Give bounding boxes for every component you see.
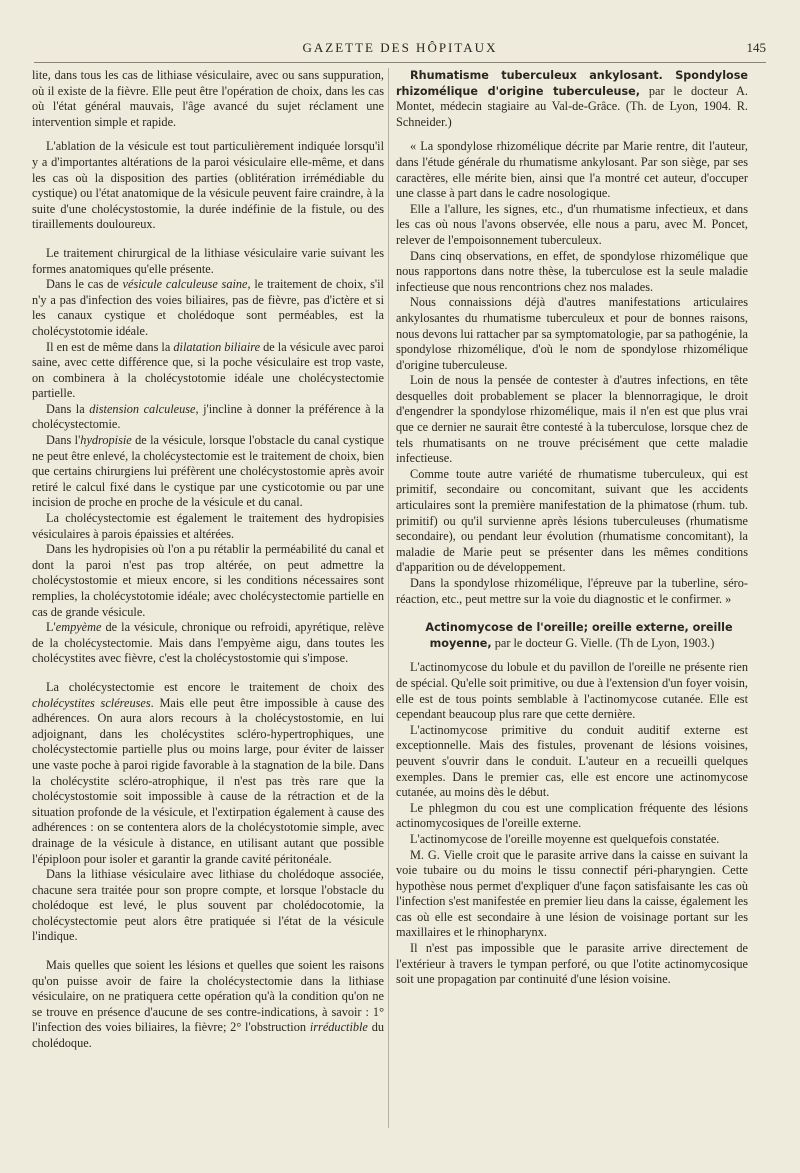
paragraph: Comme toute autre variété de rhumatisme tuberculeux, qui est primitif, secondaire ou concomitant, suivant que les accidents articulaires sont la première manifestation de la phimatose (rhum. tub. primitif) ou qu'il survienne après lésions tuberculeuses (rhumatisme secondaire), ou pendant leur évolution (rhumatisme concomitant), la maladie de Marie peut se présenter dans les mêmes conditions d'apparition ou de développement. [396,466,748,575]
paragraph: Dans la distension calculeuse, j'incline à donner la préférence à la cholécystectomie. [32,401,385,432]
header-rule [34,62,766,63]
entry-byline: par le docteur G. Vielle. (Th de Lyon, 1903.) [491,635,715,650]
entry-byline: par le docteur A. Montet, médecin stagiaire au Val-de-Grâce. (Th. de Lyon, 1904. R. Schneider.) [396,83,748,129]
paragraph: Dans le cas de vésicule calculeuse saine, le traitement de choix, s'il n'y a pas d'infection des voies biliaires, pas de fièvre, pas d'ictère et si les canaux cystique et cholédoque sont perméables, est la cholécystotomie idéale. [32,277,384,338]
right-column [396,68,748,988]
paragraph: Le traitement chirurgical de la lithiase vésiculaire varie suivant les formes anatomiques qu'elle présente. [32,245,384,276]
paragraph: Loin de nous la pensée de contester à d'autres infections, en tête desquelles doit probablement se placer la blennorragique, le droit d'engendrer la spondylose rhizomélique, mais il n'en est que plus vrai que ce dernier ne saurait être contesté à la tuberculose, lorsque chez de tels rhumatisants on ne trouve précisément que cette maladie infectieuse. [396,373,748,466]
paragraph: Il en est de même dans la dilatation biliaire de la vésicule avec paroi saine, avec cette différence que, si la poche vésiculaire est trop vaste, on combinera à la cholécystotomie idéale une cholécystectomie partielle. [32,339,384,401]
paragraph: Elle a l'allure, les signes, etc., d'un rhumatisme infectieux, et dans les cas où nous l'avons observée, elle nous a paru, avec M. Poncet, relever de l'empoisonnement tuberculeux. [396,201,748,247]
column-divider [388,68,389,1128]
paragraph: L'actinomycose du lobule et du pavillon de l'oreille ne présente rien de spécial. Qu'elle soit primitive, ou due à l'extension d'un foyer voisin, elle est de tous points semblable à l'actinomycose cutanée. Elle est cependant beaucoup plus rare que cette dernière. [396,660,748,722]
entry-heading: Actinomycose de l'oreille; oreille externe, oreille moyenne, par le docteur G. Vielle. (Th de Lyon, 1903.) [425,621,733,650]
paragraph: lite, dans tous les cas de lithiase vésiculaire, avec ou sans suppuration, où il existe de la fièvre. Elle peut être l'opération de choix, dans les cas où l'état général mauvais, l'âge avancé du sujet réclament une intervention simple et rapide. [32,68,384,129]
paragraph: M. G. Vielle croit que le parasite arrive dans la caisse en suivant la voie tubaire ou du moins le tissu connectif péri-pharyngien. Cette hypothèse nous permet d'expliquer d'une façon satisfaisante les cas où l'infection s'est manifestée en premier lieu dans la caisse, également les cas où elle est secondaire à une lésion de voisinage portant sur les maxillaires et le rhinopharynx. [396,847,748,940]
paragraph: La cholécystectomie est encore le traitement de choix des cholécystites scléreuses. Mais elle peut être impossible à cause des adhérences. On aura alors recours à la cholécystostomie, en lui adjoignant, dans les cholécystites scléro-hypertrophiques, une cholécystectomie partielle plus ou moins large, pour éviter de laisser une vaste poche à paroi rigide favorable à la stagnation de la bile. Dans la cholécystite scléro-atrophique, il n'est pas très rare que la cholécystostomie soit impossible à cause de la rétraction et de la situation profonde de la vésicule, et l'extirpation également à cause des adhérences : on se contentera alors de la cholécystotomie simple, avec drainage de la vésicule à distance, en utilisant autant que possible l'épiploon pour isoler et garantir la grande cavité péritonéale. [32,679,385,866]
page-number: 145 [746,40,766,55]
paragraph: La cholécystectomie est également le traitement des hydropisies vésiculaires à parois épaissies et altérées. [32,511,384,541]
paragraph: L'ablation de la vésicule est tout particulièrement indiquée lorsqu'il y a d'importantes altérations de la paroi vésiculaire elle-même, et dans les cas où la disposition des parties (oblitération irrémédiable du cystique) ou l'état anatomique de la vésicule peuvent faire craindre, à la suite d'une cholécystostomie, la durée indéfinie de la fistule, ou des tiraillements douloureux. [32,139,384,232]
paragraph: Dans cinq observations, en effet, de spondylose rhizomélique que nous rapportons dans notre thèse, la tuberculose est la seule maladie infectieuse que nous rencontrions chez nos malades. [396,248,748,294]
paragraph: Dans l'hydropisie de la vésicule, lorsque l'obstacle du canal cystique ne peut être enlevé, la cholécystectomie est le traitement de choix, bien que certains chirurgiens lui préfèrent une cholécystostomie après avoir retiré le calcul fixé dans le cystique par une cysticotomie ou par une incision de proche en proche de la vésicule et du canal. [32,433,384,510]
paragraph: Dans la spondylose rhizomélique, l'épreuve par la tuberline, séro-réaction, etc., peut mettre sur la voie du diagnostic et le confirmer. » [396,576,748,606]
paragraph: Il n'est pas impossible que le parasite arrive directement de l'extérieur à travers le tympan perforé, ou que l'otite actinomycosique soit une propagation par continuité d'une lésion voisine. [396,941,748,987]
paragraph: Dans les hydropisies où l'on a pu rétablir la perméabilité du canal et dont la paroi n'est pas trop altérée, on peut admettre la cholécystostomie et mieux encore, si les conditions nécessaires sont remplies, la cholécystotomie idéale; avec cholécystectomie partielle en cas de grande vésicule. [32,542,384,619]
paragraph: Dans la lithiase vésiculaire avec lithiase du cholédoque associée, chacune sera traitée pour son propre compte, et lorsque l'obstacle du cholédoque est levé, le plus souvent par cholédocotomie, la cholécystectomie peut alors être pratiquée si l'état de la vésicule l'indique. [32,867,384,944]
paragraph: Mais quelles que soient les lésions et quelles que soient les raisons qu'on puisse avoir de faire la cholécystectomie dans la lithiase vésiculaire, on ne pratiquera cette opération qu'à la condition qu'on ne se trouve en présence d'aucune de ses contre-indications, à savoir : 1° l'infection des voies biliaires, la fièvre; 2° l'obstruction irréductible du cholédoque. [32,958,384,1051]
journal-title: GAZETTE DES HÔPITAUX [302,40,498,55]
paragraph: L'empyème de la vésicule, chronique ou refroidi, apyrétique, relève de la cholécystectomie. Mais dans l'empyème aigu, dans toutes les cholécystites avec fièvre, c'est la cholécystostomie qui s'impose. [32,620,384,666]
paragraph: L'actinomycose primitive du conduit auditif externe est exceptionnelle. Mais des fistules, provenant de lésions voisines, peuvent s'ouvrir dans le conduit. L'auteur en a recueilli quelques exemples. Dans le premier cas, elle est encore une actinomycose cutanée, au moins dès le début. [396,722,748,800]
paragraph: « La spondylose rhizomélique décrite par Marie rentre, dit l'auteur, dans l'étude générale du rhumatisme ankylosant. Par son siège, par ses caractères, elle mérite bien, ainsi que l'a montré cet auteur, d'occuper une classe à part dans le cadre nosologique. [396,139,748,201]
paragraph: L'actinomycose de l'oreille moyenne est quelquefois constatée. [410,831,720,846]
left-column [32,68,384,1052]
paragraph: Le phlegmon du cou est une complication fréquente des lésions actinomycosiques de l'oreille externe. [396,800,748,831]
page-header [34,40,766,62]
entry-heading: Rhumatisme tuberculeux ankylosant. Spondylose rhizomélique d'origine tuberculeuse, par le docteur A. Montet, médecin stagiaire au Val-de-Grâce. (Th. de Lyon, 1904. R. Schneider.) [396,69,748,129]
paragraph: Nous connaissions déjà d'autres manifestations articulaires ankylosantes du rhumatisme tuberculeux et pour de bonnes raisons, nous devons lui rattacher par sa symptomatologie, par sa pathogénie, la spondylose rhizomélique, d'où le nom de spondylose rhizomélique d'origine tuberculeuse. [396,295,748,372]
